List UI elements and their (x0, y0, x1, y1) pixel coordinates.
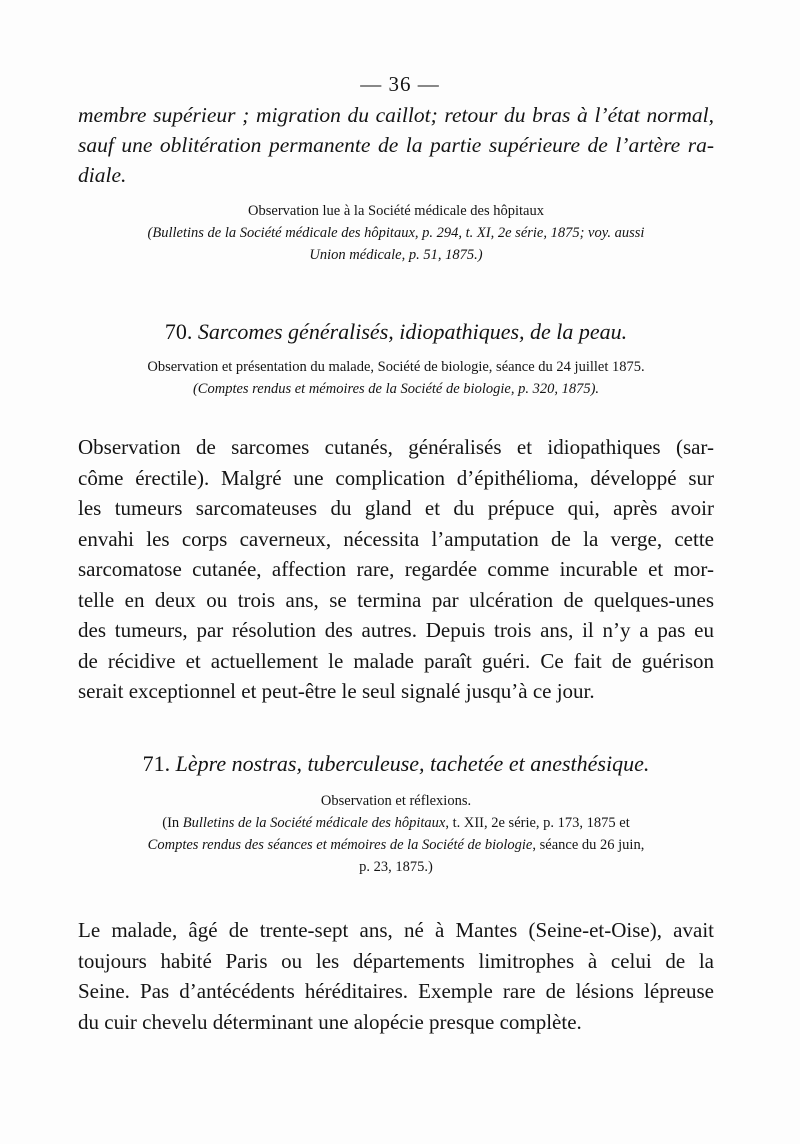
section-70-paragraph (78, 432, 714, 707)
obs1-line-3: Union médicale, p. 51, 1875.) (309, 247, 483, 263)
obs70-line-1: Observation et présentation du malade, Société de biologie, séance du 24 juillet 1875. (147, 359, 645, 375)
paragraph-line: les tumeurs sarcomateuses du gland et du prépuce qui, après avoir (78, 496, 714, 520)
obs71-line-2 (78, 812, 714, 834)
observation-reference-71 (78, 790, 714, 878)
paragraph-line: côme érectile). Malgré une complication d’épithélioma, développé sur (78, 465, 714, 490)
obs70-line-2: (Comptes rendus et mémoires de la Société de biologie, p. 320, 1875). (192, 381, 600, 397)
intro-paragraph (78, 100, 714, 190)
page-number: — 36 — (360, 72, 440, 96)
obs71-line-3-a: Comptes rendus des séances et mémoires de la Société de biologie (147, 837, 533, 853)
paragraph-line: de récidive et actuellement le malade paraît guéri. Ce fait de guérison (78, 648, 714, 673)
paragraph-line: telle en deux ou trois ans, se termina par ulcération de quelques-unes (78, 587, 714, 612)
paragraph-line: Seine. Pas d’antécédents héréditaires. Exemple rare de lésions lépreuse (78, 979, 714, 1003)
intro-line-1: membre supérieur ; migration du caillot; retour du bras à l’état normal, (78, 103, 714, 127)
paragraph-line: envahi les corps caverneux, nécessita l’amputation de la verge, cette (78, 526, 714, 551)
observation-reference-70 (78, 356, 714, 400)
paragraph-line: Observation de sarcomes cutanés, généralisés et idiopathiques (sar- (78, 435, 714, 459)
section-heading-70 (78, 318, 714, 346)
paragraph-line: Le malade, âgé de trente-sept ans, né à Mantes (Seine-et-Oise), avait (78, 918, 714, 942)
observation-reference-69 (78, 200, 714, 266)
obs1-line-1: Observation lue à la Société médicale des hôpitaux (248, 203, 544, 219)
paragraph-line: sarcomatose cutanée, affection rare, regardée comme incurable et mor- (78, 557, 714, 581)
obs71-line-1: Observation et réflexions. (320, 793, 472, 809)
paragraph-line: toujours habité Paris ou les départements limitrophes à celui de la (78, 948, 714, 973)
obs71-line-3-b: , séance du 26 juin, (532, 837, 645, 853)
paragraph-line: du cuir chevelu déterminant une alopécie presque complète. (78, 1009, 582, 1034)
obs71-line-4: p. 23, 1875.) (359, 859, 433, 875)
section-70-title: Sarcomes généralisés, idiopathiques, de la peau. (197, 319, 628, 344)
intro-line-2: sauf une oblitération permanente de la partie supérieure de l’artère ra- (78, 133, 714, 157)
section-71-paragraph (78, 915, 714, 1037)
section-71-title: Lèpre nostras, tuberculeuse, tachetée et anesthésique. (175, 751, 650, 776)
section-71-number: 71. (142, 751, 171, 776)
section-70-number: 70. (164, 319, 193, 344)
obs1-line-2: (Bulletins de la Société médicale des hôpitaux, p. 294, t. XI, 2e série, 1875; voy. aussi (147, 225, 645, 241)
obs71-line-2-b: Bulletins de la Société médicale des hôpitaux (182, 815, 446, 831)
obs71-line-3 (78, 834, 714, 856)
section-heading-71 (78, 750, 714, 778)
obs71-line-2-c: , t. XII, 2e série, p. 173, 1875 et (445, 815, 630, 831)
paragraph-line: des tumeurs, par résolution des autres. Depuis trois ans, il n’y a pas eu (78, 618, 714, 642)
obs71-line-2-a: (In (162, 815, 183, 831)
intro-line-3: diale. (78, 163, 127, 187)
paragraph-line: serait exceptionnel et peut-être le seul signalé jusqu’à ce jour. (78, 679, 595, 703)
